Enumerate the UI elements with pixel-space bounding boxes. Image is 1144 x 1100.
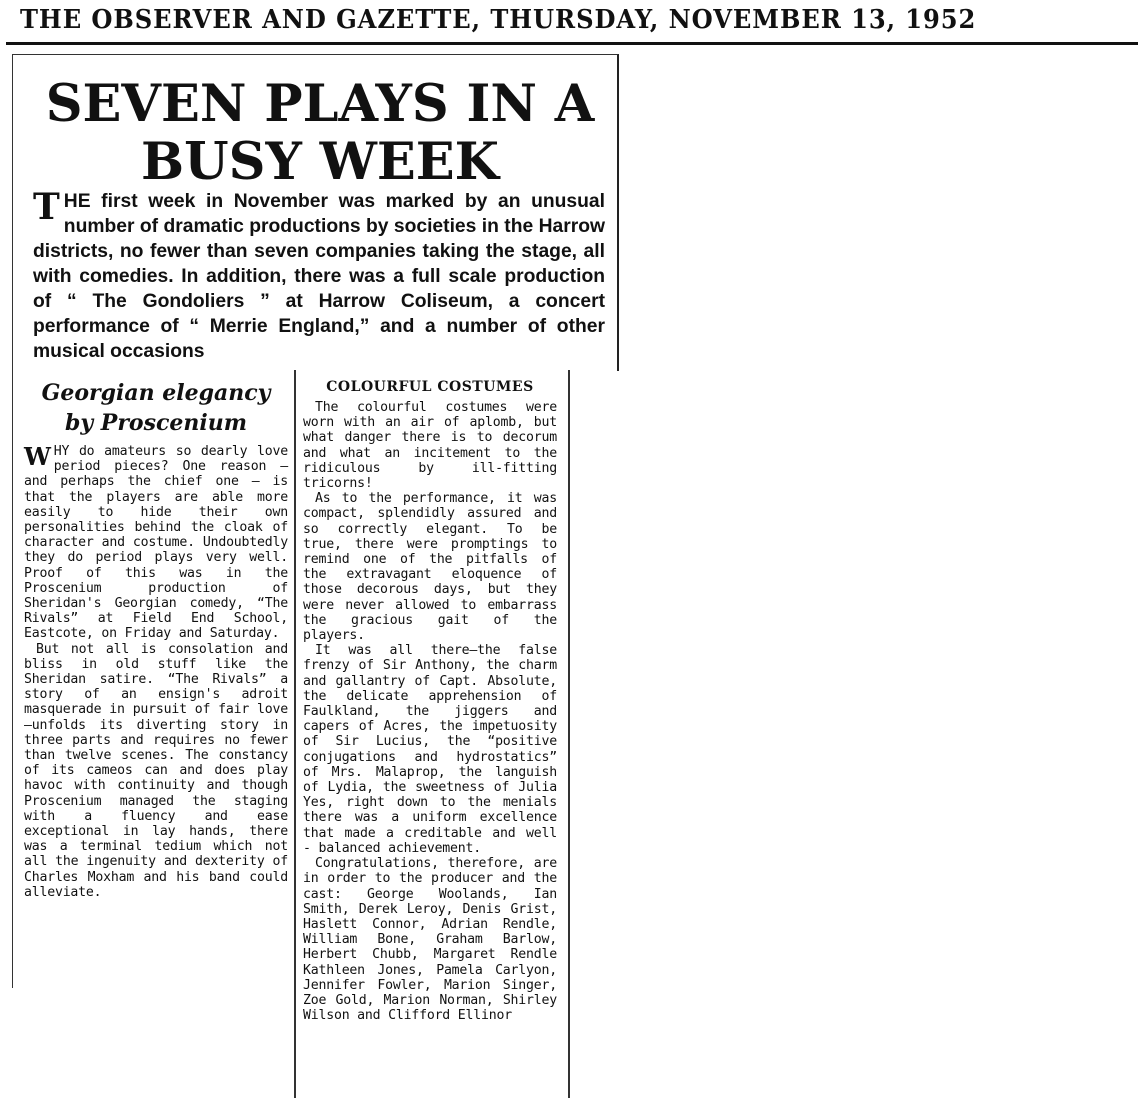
right-column-body [303, 400, 557, 1023]
subheading-line-2: by Proscenium [64, 410, 248, 436]
right-column-border [568, 370, 570, 1098]
article-headline: SEVEN PLAYS IN A BUSY WEEK [45, 74, 595, 192]
lead-text: HE first week in November was marked by an unusual number of dramatic productions by societies in the Harrow districts, no fewer than seven companies taking the stage, all with comedies. In addition, there was a full scale production of “ The Gondoliers ” at Harrow Coliseum, a concert performance of “ Merrie England,” and a number of other musical occasions [33, 191, 605, 362]
paragraph-text: HY do amateurs so dearly love period pieces? One reason — and perhaps the chief one — is that the players are able more easily to hide their own personalities behind the cloak of character and costume. Undoubtedly they do period plays very well. Proof of this was in the Proscenium production of Sheridan's Georgian comedy, “The Rivals” at Field End School, Eastcote, on Friday and Saturday. [24, 444, 288, 642]
right-column-subheading: COLOURFUL COSTUMES [326, 379, 534, 395]
body-paragraph [24, 444, 288, 642]
newspaper-masthead [6, 2, 1138, 45]
left-column-body [24, 444, 288, 900]
body-paragraph: As to the performance, it was compact, splendidly assured and so correctly elegant. To be true, there were promptings to remind one of the pitfalls of the extravagant eloquence of those decorous days, but they were never allowed to embarrass the gracious gait of the players. [303, 491, 557, 644]
right-column [303, 378, 557, 1023]
article-header-box [12, 54, 619, 371]
article-lead-paragraph [33, 186, 605, 364]
body-paragraph: Congratulations, therefore, are in order to the producer and the cast: George Woolands, Ian Smith, Derek Leroy, Denis Grist, Haslett Connor, Adrian Rendle, William Bone, Graham Barlow, Herbert Chubb, Margaret Rendle Kathleen Jones, Pamela Carlyon, Jennifer Fowler, Marion Singer, Zoe Gold, Marion Norman, Shirley Wilson and Clifford Ellinor [303, 856, 557, 1024]
left-column-subheading [24, 378, 288, 438]
body-drop-cap: W [24, 442, 51, 471]
lead-drop-cap: T [33, 186, 60, 228]
left-column-border [12, 370, 13, 988]
masthead-title: THE OBSERVER AND GAZETTE, THURSDAY, NOVEMBER 13, 1952 [20, 5, 977, 35]
subheading-line-1: Georgian elegancy [41, 380, 271, 406]
left-column [24, 378, 288, 900]
body-paragraph: But not all is consolation and bliss in old stuff like the Sheridan satire. “The Rivals” a story of an ensign's adroit masquerade in pursuit of fair love—unfolds its diverting story in three parts and requires no fewer than twelve scenes. The constancy of its cameos can and does play havoc with continuity and though Proscenium managed the staging with a fluency and ease exceptional in lay hands, there was a terminal tedium which not all the ingenuity and dexterity of Charles Moxham and his band could alleviate. [24, 641, 288, 900]
body-paragraph: It was all there—the false frenzy of Sir Anthony, the charm and gallantry of Capt. Absolute, the delicate apprehension of Faulkland, the jiggers and capers of Acres, the impetuosity of Sir Lucius, the “positive conjugations and hydrostatics” of Mrs. Malaprop, the languish of Lydia, the sweetness of Julia Yes, right down to the menials there was a uniform excellence that made a creditable and well - balanced achievement. [303, 643, 557, 856]
body-paragraph: The colourful costumes were worn with an air of aplomb, but what danger there is to decorum and what an incitement to the ridiculous by ill-fitting tricorns! [303, 400, 557, 492]
column-divider [294, 370, 296, 1098]
